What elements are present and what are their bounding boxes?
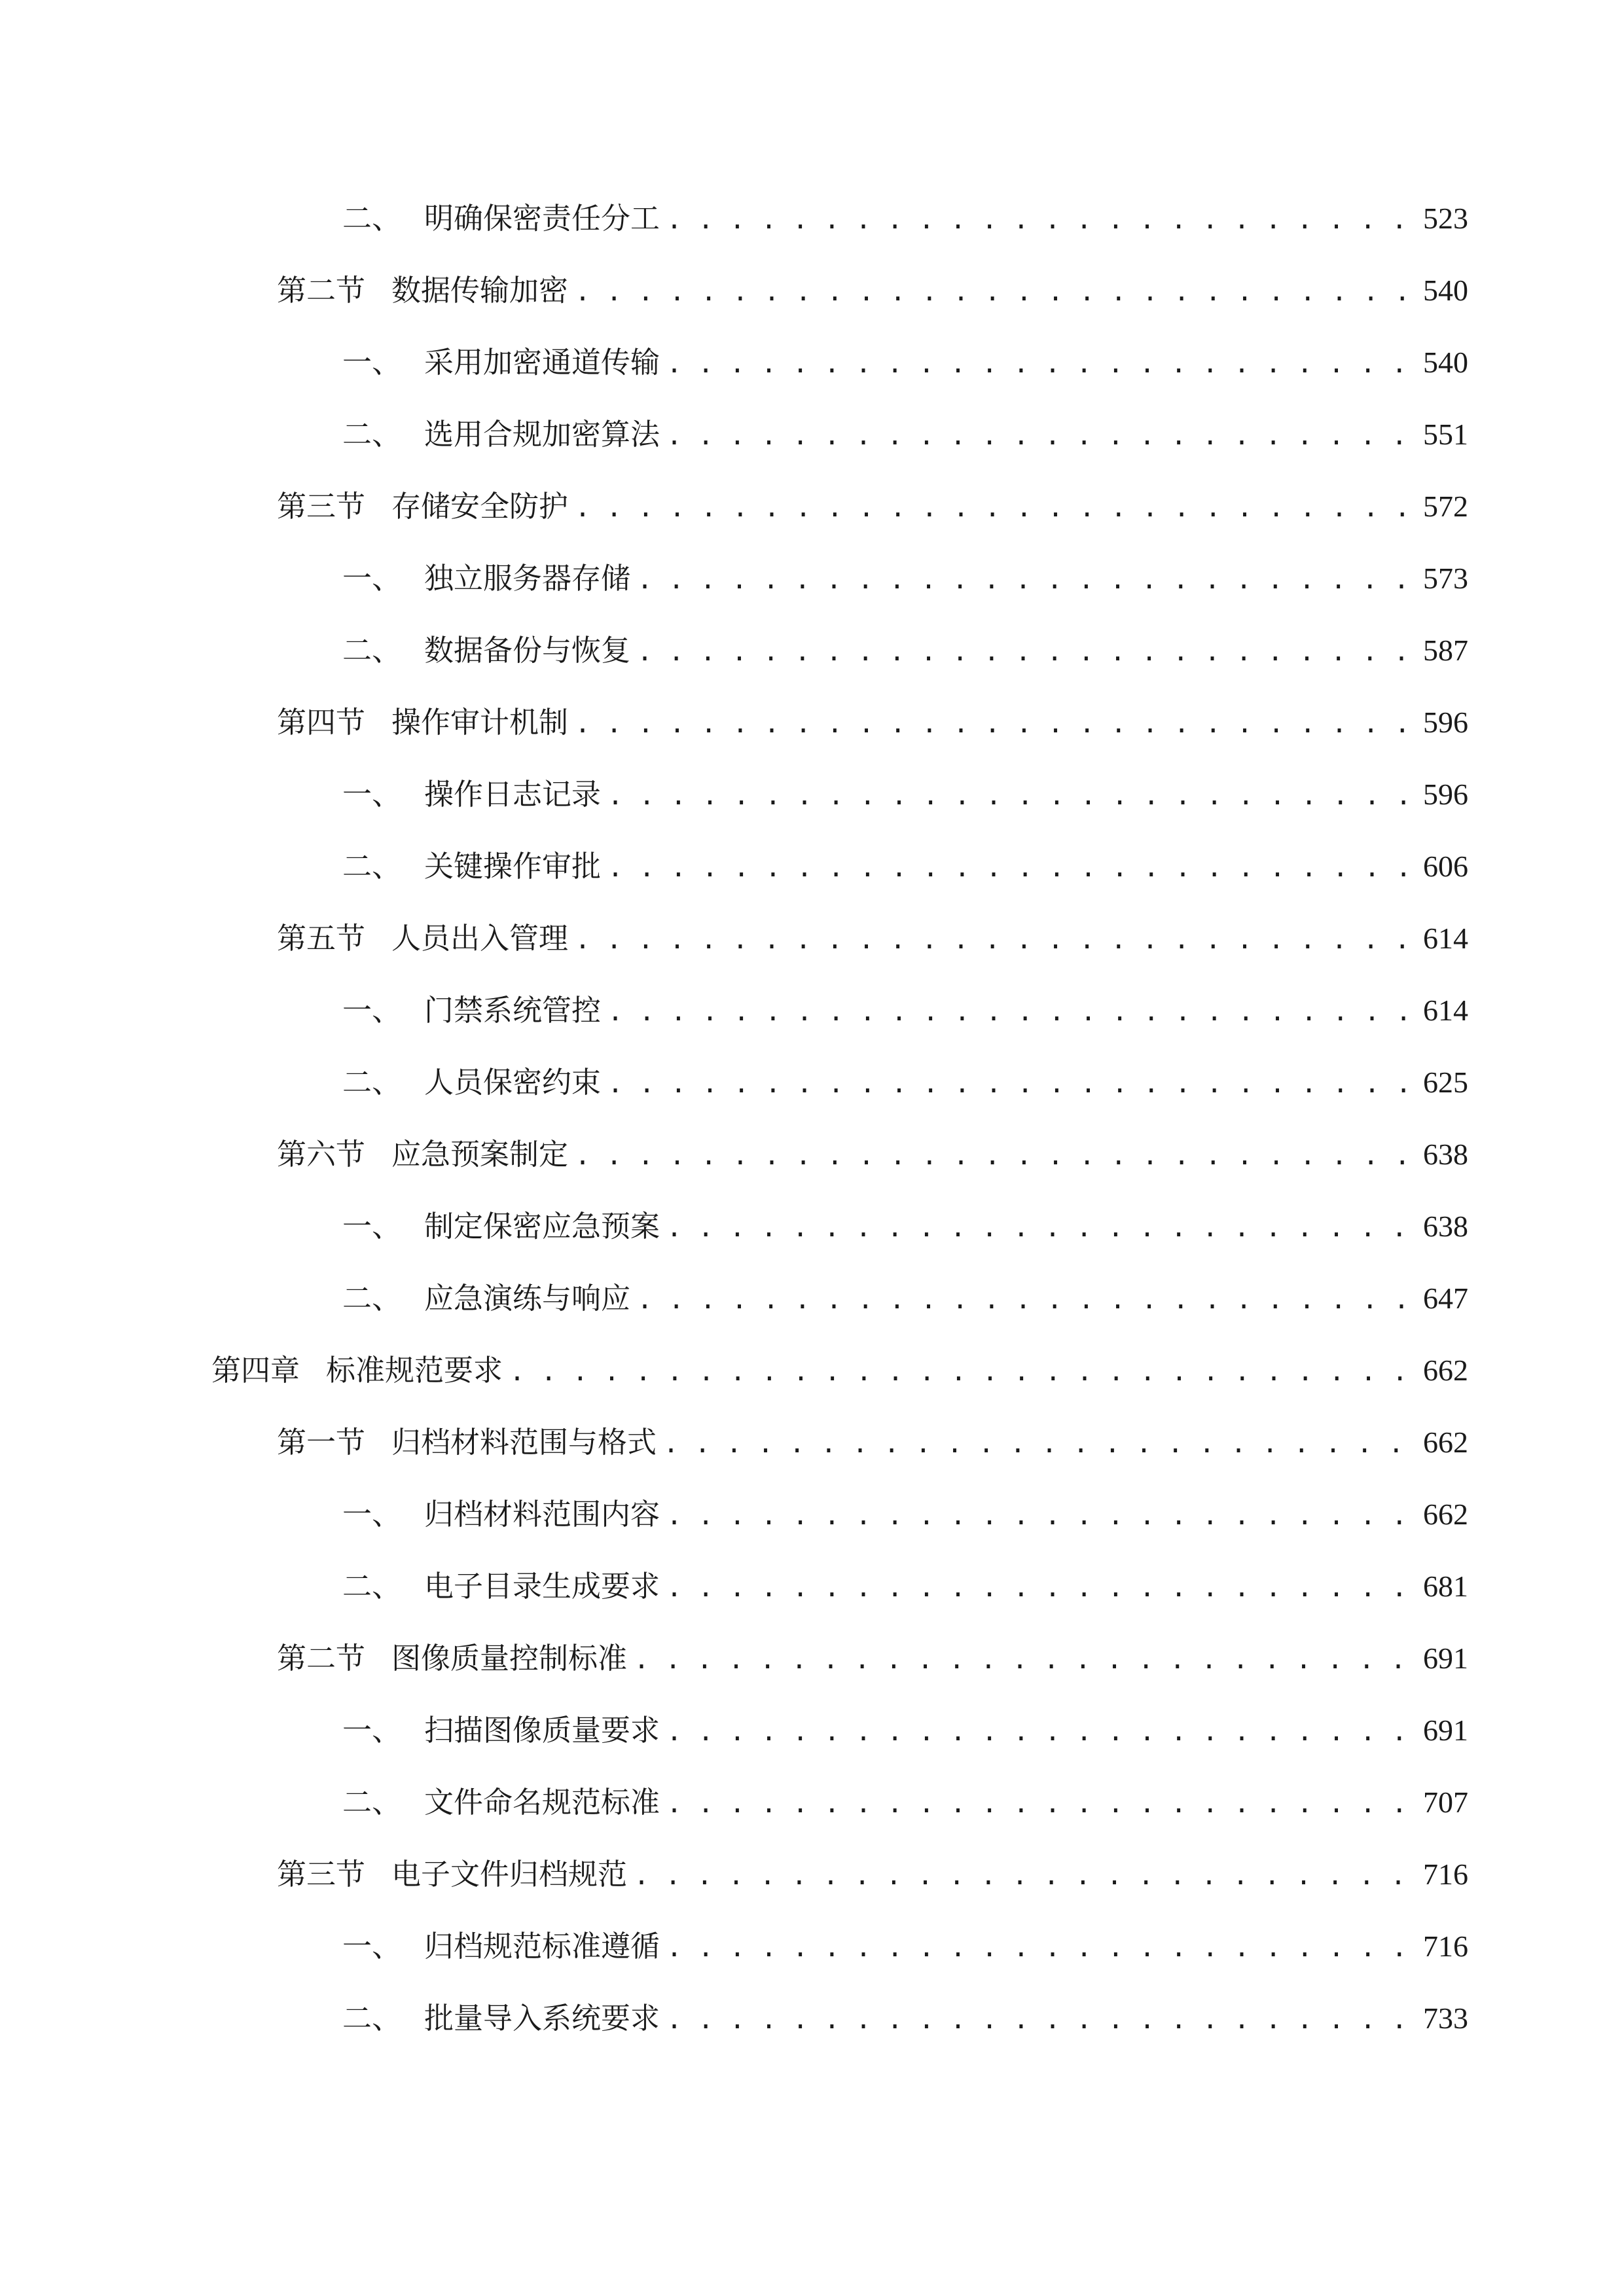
dot-leader xyxy=(666,1562,1411,1614)
dot-leader xyxy=(666,338,1411,390)
toc-entry-marker: 一、 xyxy=(342,1497,402,1532)
toc-entry-marker: 一、 xyxy=(342,561,402,596)
toc-entry[interactable] xyxy=(342,1560,1468,1613)
toc-entry-marker: 一、 xyxy=(342,1929,402,1964)
toc-entry-marker: 二、 xyxy=(342,1785,402,1820)
toc-entry[interactable] xyxy=(342,192,1468,245)
toc-entry-marker: 二、 xyxy=(342,849,402,884)
toc-entry[interactable] xyxy=(277,1632,1468,1685)
toc-entry[interactable] xyxy=(342,984,1468,1037)
toc-entry[interactable] xyxy=(277,696,1468,749)
toc-entry-page: 523 xyxy=(1423,202,1468,235)
toc-entry-title: 文件命名规范标准 xyxy=(424,1785,660,1820)
toc-entry-marker: 一、 xyxy=(342,777,402,812)
toc-entry-title: 归档规范标准遵循 xyxy=(424,1929,660,1964)
toc-entry-page: 551 xyxy=(1423,418,1468,451)
toc-entry-title: 选用合规加密算法 xyxy=(424,417,660,452)
toc-entry-title: 存储安全防护 xyxy=(391,489,569,524)
dot-leader xyxy=(666,410,1411,462)
toc-entry-marker: 二、 xyxy=(342,1569,402,1604)
dot-leader xyxy=(509,1346,1411,1398)
toc-entry-title: 图像质量控制标准 xyxy=(391,1641,628,1676)
toc-entry-marker: 第四节 xyxy=(277,705,366,740)
toc-entry[interactable] xyxy=(277,1416,1468,1469)
toc-entry-marker: 一、 xyxy=(342,1209,402,1244)
toc-entry-page: 662 xyxy=(1423,1498,1468,1531)
dot-leader xyxy=(575,698,1411,750)
toc-entry-page: 638 xyxy=(1423,1138,1468,1171)
toc-entry-title: 人员出入管理 xyxy=(391,921,569,956)
dot-leader xyxy=(575,1130,1411,1182)
toc-entry[interactable] xyxy=(342,1776,1468,1829)
toc-entry-marker: 第三节 xyxy=(277,1857,366,1892)
dot-leader xyxy=(666,1994,1411,2046)
toc-entry-title: 人员保密约束 xyxy=(424,1065,602,1100)
toc-entry-marker: 一、 xyxy=(342,993,402,1028)
toc-entry[interactable] xyxy=(342,336,1468,389)
toc-entry[interactable] xyxy=(277,912,1468,965)
toc-entry[interactable] xyxy=(277,1848,1468,1901)
toc-entry-title: 操作审计机制 xyxy=(391,705,569,740)
toc-entry-title: 操作日志记录 xyxy=(424,777,602,812)
toc-entry-title: 归档材料范围内容 xyxy=(424,1497,660,1532)
toc-entry-title: 应急演练与响应 xyxy=(424,1281,631,1316)
toc-entry-title: 电子目录生成要求 xyxy=(424,1569,660,1604)
toc-entry-marker: 二、 xyxy=(342,2001,402,2036)
toc-entry-page: 662 xyxy=(1423,1354,1468,1387)
toc-entry-page: 540 xyxy=(1423,346,1468,379)
toc-entry[interactable] xyxy=(342,768,1468,821)
toc-entry-page: 573 xyxy=(1423,562,1468,595)
toc-entry-title: 应急预案制定 xyxy=(391,1137,569,1172)
toc-entry[interactable] xyxy=(342,1704,1468,1757)
toc-entry-title: 批量导入系统要求 xyxy=(424,2001,660,2036)
toc-entry-title: 明确保密责任分工 xyxy=(424,201,660,236)
dot-leader xyxy=(607,842,1411,894)
toc-entry[interactable] xyxy=(277,1128,1468,1181)
dot-leader xyxy=(666,1202,1411,1254)
toc-entry-marker: 第三节 xyxy=(277,489,366,524)
toc-entry-marker: 第六节 xyxy=(277,1137,366,1172)
toc-entry-marker: 一、 xyxy=(342,345,402,380)
toc-entry-page: 733 xyxy=(1423,2001,1468,2035)
toc-entry-marker: 二、 xyxy=(342,417,402,452)
dot-leader xyxy=(637,626,1411,678)
toc-entry-title: 标准规范要求 xyxy=(326,1353,503,1388)
dot-leader xyxy=(607,770,1411,822)
toc-entry[interactable] xyxy=(342,1200,1468,1253)
toc-entry-page: 662 xyxy=(1423,1426,1468,1459)
toc-entry-marker: 第五节 xyxy=(277,921,366,956)
toc-entry[interactable] xyxy=(342,1272,1468,1325)
dot-leader xyxy=(575,914,1411,966)
toc-entry-marker: 二、 xyxy=(342,633,402,668)
toc-entry-page: 681 xyxy=(1423,1570,1468,1603)
toc-entry[interactable] xyxy=(277,480,1468,533)
toc-entry-chapter[interactable] xyxy=(211,1344,1468,1397)
toc-entry-page: 707 xyxy=(1423,1785,1468,1819)
toc-entry[interactable] xyxy=(342,1920,1468,1973)
toc-entry[interactable] xyxy=(342,624,1468,677)
toc-entry-title: 数据传输加密 xyxy=(391,273,569,308)
dot-leader xyxy=(666,1490,1411,1542)
toc-entry-marker: 第二节 xyxy=(277,1641,366,1676)
dot-leader xyxy=(575,482,1411,534)
toc-entry-page: 572 xyxy=(1423,490,1468,523)
dot-leader xyxy=(666,194,1411,246)
toc-entry-title: 独立服务器存储 xyxy=(424,561,631,596)
toc-entry-marker: 第一节 xyxy=(277,1425,366,1460)
toc-entry-page: 596 xyxy=(1423,706,1468,739)
toc-entry-title: 归档材料范围与格式 xyxy=(391,1425,657,1460)
toc-entry-marker: 二、 xyxy=(342,1065,402,1100)
toc-entry-marker: 二、 xyxy=(342,201,402,236)
dot-leader xyxy=(607,1058,1411,1110)
dot-leader xyxy=(666,1778,1411,1830)
dot-leader xyxy=(637,1274,1411,1326)
toc-entry-page: 540 xyxy=(1423,274,1468,307)
toc-entry-title: 数据备份与恢复 xyxy=(424,633,631,668)
toc-entry-page: 716 xyxy=(1423,1857,1468,1891)
toc-entry-title: 电子文件归档规范 xyxy=(391,1857,628,1892)
toc-entry-page: 647 xyxy=(1423,1282,1468,1315)
toc-entry-page: 606 xyxy=(1423,850,1468,883)
toc-entry-marker: 二、 xyxy=(342,1281,402,1316)
toc-entry-marker: 第二节 xyxy=(277,273,366,308)
toc-entry-page: 625 xyxy=(1423,1066,1468,1099)
toc-entry-page: 691 xyxy=(1423,1713,1468,1747)
toc-entry[interactable] xyxy=(342,1992,1468,2045)
dot-leader xyxy=(634,1634,1411,1686)
toc-entry[interactable] xyxy=(342,1056,1468,1109)
toc-entry[interactable] xyxy=(342,840,1468,893)
toc-entry-marker: 第四章 xyxy=(211,1353,300,1388)
dot-leader xyxy=(607,986,1411,1038)
dot-leader xyxy=(575,266,1411,318)
toc-entry-marker: 一、 xyxy=(342,1713,402,1748)
toc-entry-page: 614 xyxy=(1423,994,1468,1027)
toc-entry[interactable] xyxy=(342,552,1468,605)
toc-entry-page: 587 xyxy=(1423,634,1468,667)
toc-entry-title: 扫描图像质量要求 xyxy=(424,1713,660,1748)
dot-leader xyxy=(637,554,1411,606)
toc-entry-page: 614 xyxy=(1423,922,1468,955)
toc-entry-title: 关键操作审批 xyxy=(424,849,602,884)
toc-entry[interactable] xyxy=(277,264,1468,317)
dot-leader xyxy=(666,1922,1411,1974)
toc-entry-page: 691 xyxy=(1423,1641,1468,1675)
toc-entry-title: 制定保密应急预案 xyxy=(424,1209,660,1244)
toc-entry-title: 采用加密通道传输 xyxy=(424,345,660,380)
toc-entry[interactable] xyxy=(342,1488,1468,1541)
toc-entry-page: 716 xyxy=(1423,1929,1468,1963)
toc-entry-title: 门禁系统管控 xyxy=(424,993,602,1028)
dot-leader xyxy=(663,1418,1411,1470)
toc-entry[interactable] xyxy=(342,408,1468,461)
dot-leader xyxy=(666,1706,1411,1758)
dot-leader xyxy=(634,1850,1411,1902)
toc-entry-page: 638 xyxy=(1423,1210,1468,1243)
toc-entry-page: 596 xyxy=(1423,778,1468,811)
